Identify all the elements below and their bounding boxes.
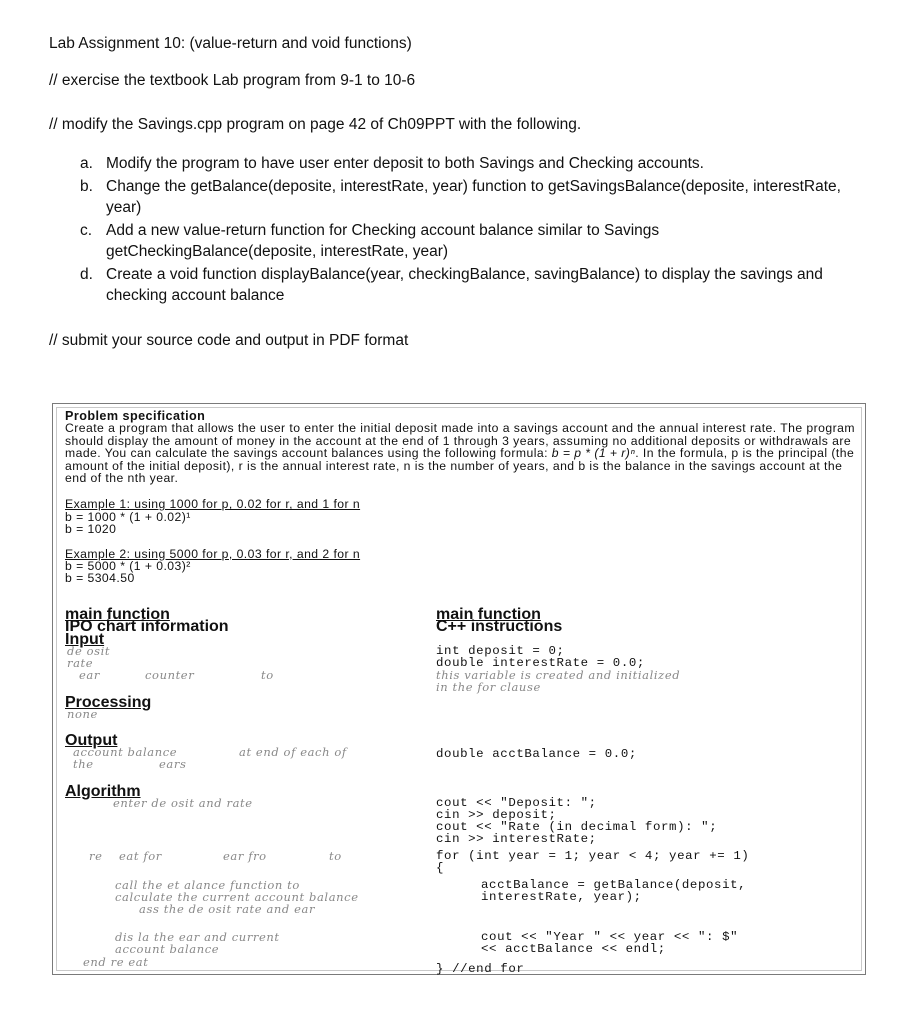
comment-submit: // submit your source code and output in PDF format xyxy=(49,332,409,349)
processing-none: none xyxy=(67,707,98,721)
output-balance: account balance xyxy=(73,745,178,759)
algorithm-to: to xyxy=(329,849,342,863)
comment-modify: // modify the Savings.cpp program on page 42 of Ch09PPT with the following. xyxy=(49,116,582,133)
ipo-right-heading: main function xyxy=(436,606,541,623)
example-2-title: Example 2: using 5000 for p, 0.03 for r, and 2 for n xyxy=(65,546,361,561)
code-line: interestRate, year); xyxy=(481,890,642,904)
code-line: int deposit = 0; xyxy=(436,644,565,658)
list-item: d. Create a void function displayBalance(year, checkingBalance, savingBalance) to display the savings and checking account balance xyxy=(80,266,823,304)
algorithm-step-5: ass the de osit rate and ear xyxy=(139,902,316,916)
example-1-title: Example 1: using 1000 for p, 0.02 for r, and 1 for n xyxy=(65,497,361,512)
algorithm-repeat-for: eat for xyxy=(119,849,162,863)
processing-heading: Processing xyxy=(65,694,152,711)
assignment-title: Lab Assignment 10: (value-return and void functions) xyxy=(49,35,412,52)
input-deposit: de osit xyxy=(67,644,111,658)
list-item: b. Change the getBalance(deposite, interestRate, year) function to getSavingsBalance(deposite, interestRate, year) xyxy=(80,178,841,216)
output-the: the xyxy=(73,757,94,771)
list-item: c. Add a new value-return function for Checking account balance similar to Savings getCheckingBalance(deposite, interestRate, year) xyxy=(80,222,660,260)
spec-heading: Problem specification xyxy=(65,409,206,423)
code-line: { xyxy=(436,861,445,875)
textbook-excerpt xyxy=(52,403,866,975)
algorithm-year-from: ear fro xyxy=(223,849,267,863)
algorithm-heading: Algorithm xyxy=(65,783,141,800)
algorithm-repeat: re xyxy=(89,849,103,863)
code-note: in the for clause xyxy=(436,680,541,694)
code-line: cin >> interestRate; xyxy=(436,832,597,846)
code-line: cin >> deposit; xyxy=(436,808,557,822)
ipo-right-subheading: C++ instructions xyxy=(436,618,563,635)
code-line: } //end for xyxy=(436,962,525,976)
output-years: ears xyxy=(159,757,187,771)
input-rate: rate xyxy=(67,656,94,670)
algorithm-end-repeat: end re eat xyxy=(83,955,149,969)
algorithm-step-7: account balance xyxy=(115,942,220,956)
code-line: cout << "Year " << year << ": $" xyxy=(481,930,739,944)
example-1-result: b = 1020 xyxy=(65,522,117,537)
code-line: for (int year = 1; year < 4; year += 1) xyxy=(436,849,750,863)
example-1 xyxy=(65,498,857,535)
spec-body: Create a program that allows the user to enter the initial deposit made into a savings account and the annual interest rate. The program should display the amount of money in the account at the end of 1 through 3 years, assuming no additional deposits or withdrawals are made. You can calculate the savings account balances using the following formula: b = p * (1 + r)ⁿ. In the formula, p is the principal (the amount of the initial deposit), r is the annual interest rate, n is the number of years, and b is the balance in the savings account at the end of the nth year. xyxy=(65,421,855,486)
comment-exercise: // exercise the textbook Lab program from 9-1 to 10-6 xyxy=(49,72,416,89)
input-counter: counter xyxy=(145,668,195,682)
input-heading: Input xyxy=(65,631,105,648)
code-line: cout << "Rate (in decimal form): "; xyxy=(436,820,718,834)
code-line: double acctBalance = 0.0; xyxy=(436,747,637,761)
output-end-of-each: at end of each of xyxy=(239,745,347,759)
code-line: << acctBalance << endl; xyxy=(481,942,666,956)
algorithm-step-4: calculate the current account balance xyxy=(115,890,359,904)
input-year: ear xyxy=(79,668,100,682)
algorithm-step-6: dis la the ear and current xyxy=(115,930,280,944)
task-list xyxy=(49,153,849,308)
output-heading: Output xyxy=(65,732,118,749)
example-2-formula: b = 5000 * (1 + 0.03)² xyxy=(65,559,191,574)
example-2-result: b = 5304.50 xyxy=(65,571,135,586)
code-line: cout << "Deposit: "; xyxy=(436,796,597,810)
algorithm-step-1: enter de osit and rate xyxy=(113,796,253,810)
algorithm-step-3: call the et alance function to xyxy=(115,878,300,892)
input-to: to xyxy=(261,668,274,682)
ipo-left-heading: main function xyxy=(65,606,170,623)
example-2 xyxy=(65,548,857,585)
code-line: acctBalance = getBalance(deposit, xyxy=(481,878,747,892)
code-line: double interestRate = 0.0; xyxy=(436,656,645,670)
example-1-formula: b = 1000 * (1 + 0.02)¹ xyxy=(65,509,191,524)
list-item: a. Modify the program to have user enter deposit to both Savings and Checking accounts. xyxy=(80,155,704,172)
code-note: this variable is created and initialized xyxy=(436,668,681,682)
ipo-left-subheading: IPO chart information xyxy=(65,618,229,635)
